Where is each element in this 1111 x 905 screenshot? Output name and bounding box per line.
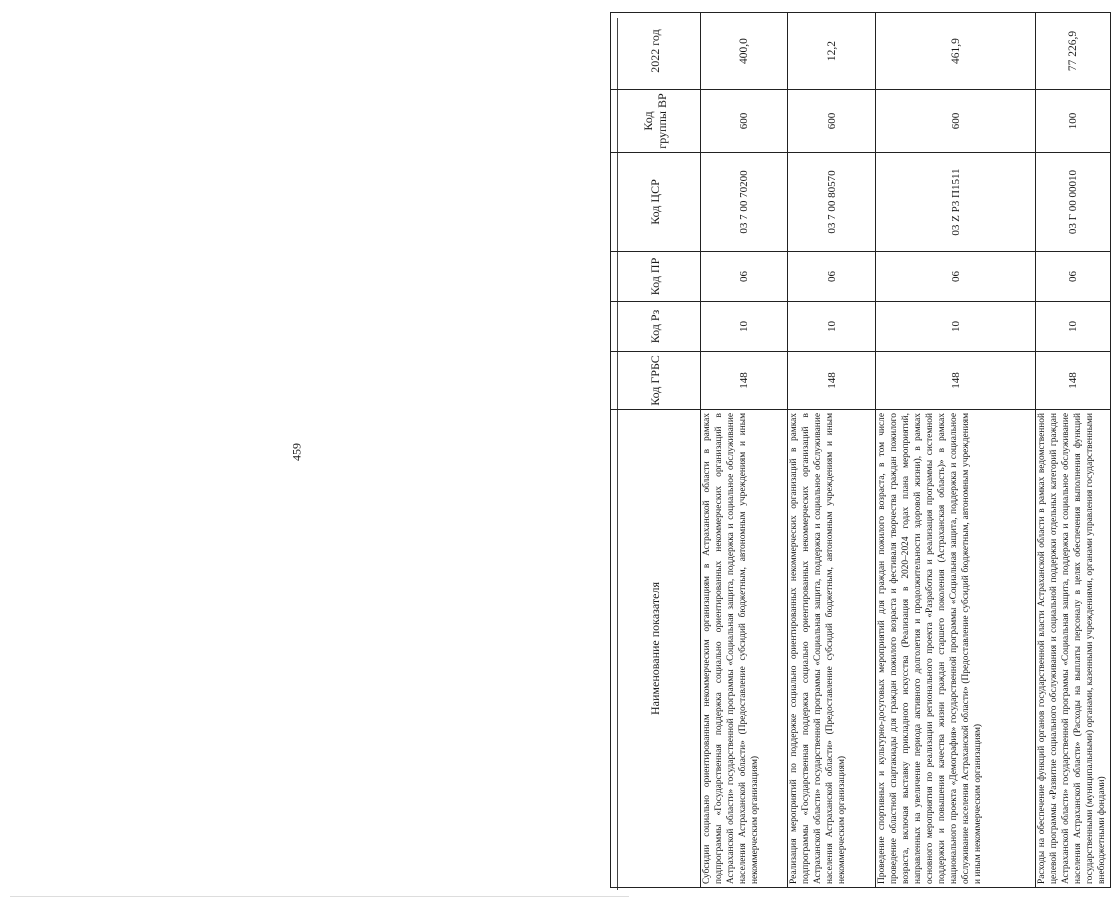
bottom-rule bbox=[10, 896, 629, 897]
table-header-row bbox=[611, 13, 701, 888]
table-row bbox=[876, 13, 1036, 888]
row-rz: 10 bbox=[788, 302, 876, 352]
row-vr: 600 bbox=[788, 90, 876, 153]
row-name: Проведение спортивных и культурно-досуговых мероприятий для граждан пожилого возраста, в том числе проведение областной спартакиады для граждан пожилого возраста и фестиваля творчества граждан пожилого возраста, включая выставку прикладного искусства (Реализация в 2020–2024 годах плана мероприятий, направленных на увеличение периода активного долголетия и продолжительности здоровой жизни), в рамках основного мероприятия по реализации регионального проекта «Разработка и реализация программы системной поддержки и повышения качества жизни граждан старшего поколения (Астраханская область)» в рамках национального проекта «Демография» государственной программы «Социальная защита, поддержка и социальное обслуживание населения Астраханской области» (Предоставление субсидий бюджетным, автономным учреждениям и иным некоммерческим организациям) bbox=[876, 410, 1036, 888]
row-csr: 03 7 00 70200 bbox=[701, 153, 788, 252]
row-grbs: 148 bbox=[701, 352, 788, 410]
row-csr: 03 Z P3 П1511 bbox=[876, 153, 1036, 252]
row-name: Реализация мероприятий по поддержке социально ориентированных некоммерческих организаций в рамках подпрограммы «Государственная поддержка социально ориентированных некоммерческих организаций в Астраханской области» государственной программы «Социальная защита, поддержка и социальное обслуживание населения Астраханской области» (Предоставление субсидий бюджетным, автономным учреждениям и иным некоммерческим организациям) bbox=[788, 410, 876, 888]
row-pr: 06 bbox=[876, 252, 1036, 302]
row-pr: 06 bbox=[788, 252, 876, 302]
table-row bbox=[701, 13, 788, 888]
row-rz: 10 bbox=[701, 302, 788, 352]
row-grbs: 148 bbox=[788, 352, 876, 410]
row-vr: 100 bbox=[1036, 90, 1111, 153]
row-name: Субсидии социально ориентированным некоммерческим организациям в Астраханской области в рамках подпрограммы «Государственная поддержка социально ориентированных некоммерческих организаций в Астраханской области» государственной программы «Социальная защита, поддержка и социальное обслуживание населения Астраханской области» (Предоставление субсидий бюджетным, автономным учреждениям и иным некоммерческим организациям) bbox=[701, 410, 788, 888]
header-csr: Код ЦСР bbox=[611, 153, 701, 252]
table-row bbox=[1036, 13, 1111, 888]
row-pr: 06 bbox=[1036, 252, 1111, 302]
row-csr: 03 Г 00 00010 bbox=[1036, 153, 1111, 252]
header-vr: Код группы ВР bbox=[611, 90, 701, 153]
row-vr: 600 bbox=[701, 90, 788, 153]
row-csr: 03 7 00 80570 bbox=[788, 153, 876, 252]
rotated-table-container bbox=[610, 13, 1107, 888]
row-amount: 12,2 bbox=[788, 13, 876, 90]
budget-table bbox=[610, 12, 1111, 888]
row-vr: 600 bbox=[876, 90, 1036, 153]
header-year: 2022 год bbox=[611, 13, 701, 90]
header-grbs: Код ГРБС bbox=[611, 352, 701, 410]
row-amount: 461,9 bbox=[876, 13, 1036, 90]
row-rz: 10 bbox=[876, 302, 1036, 352]
page-number: 459 bbox=[289, 443, 304, 461]
row-amount: 400,0 bbox=[701, 13, 788, 90]
row-name: Расходы на обеспечение функций органов государственной власти Астраханской области в рамках ведомственной целевой программы «Развитие социального обслуживания и социальной поддержки отдельных категорий граждан Астраханской области» государственной программы «Социальная защита, поддержка и социальное обслуживание населения Астраханской области» (Расходы на выплаты персоналу в целях обеспечения выполнения функций государственными (муниципальными) органами, казенными учреждениями, органами управления государственными внебюджетными фондами) bbox=[1036, 410, 1111, 888]
row-grbs: 148 bbox=[1036, 352, 1111, 410]
row-grbs: 148 bbox=[876, 352, 1036, 410]
row-rz: 10 bbox=[1036, 302, 1111, 352]
table-row bbox=[788, 13, 876, 888]
row-amount: 77 226,9 bbox=[1036, 13, 1111, 90]
header-name: Наименование показателя bbox=[611, 410, 701, 888]
header-pr: Код ПР bbox=[611, 252, 701, 302]
header-rz: Код Рз bbox=[611, 302, 701, 352]
row-pr: 06 bbox=[701, 252, 788, 302]
